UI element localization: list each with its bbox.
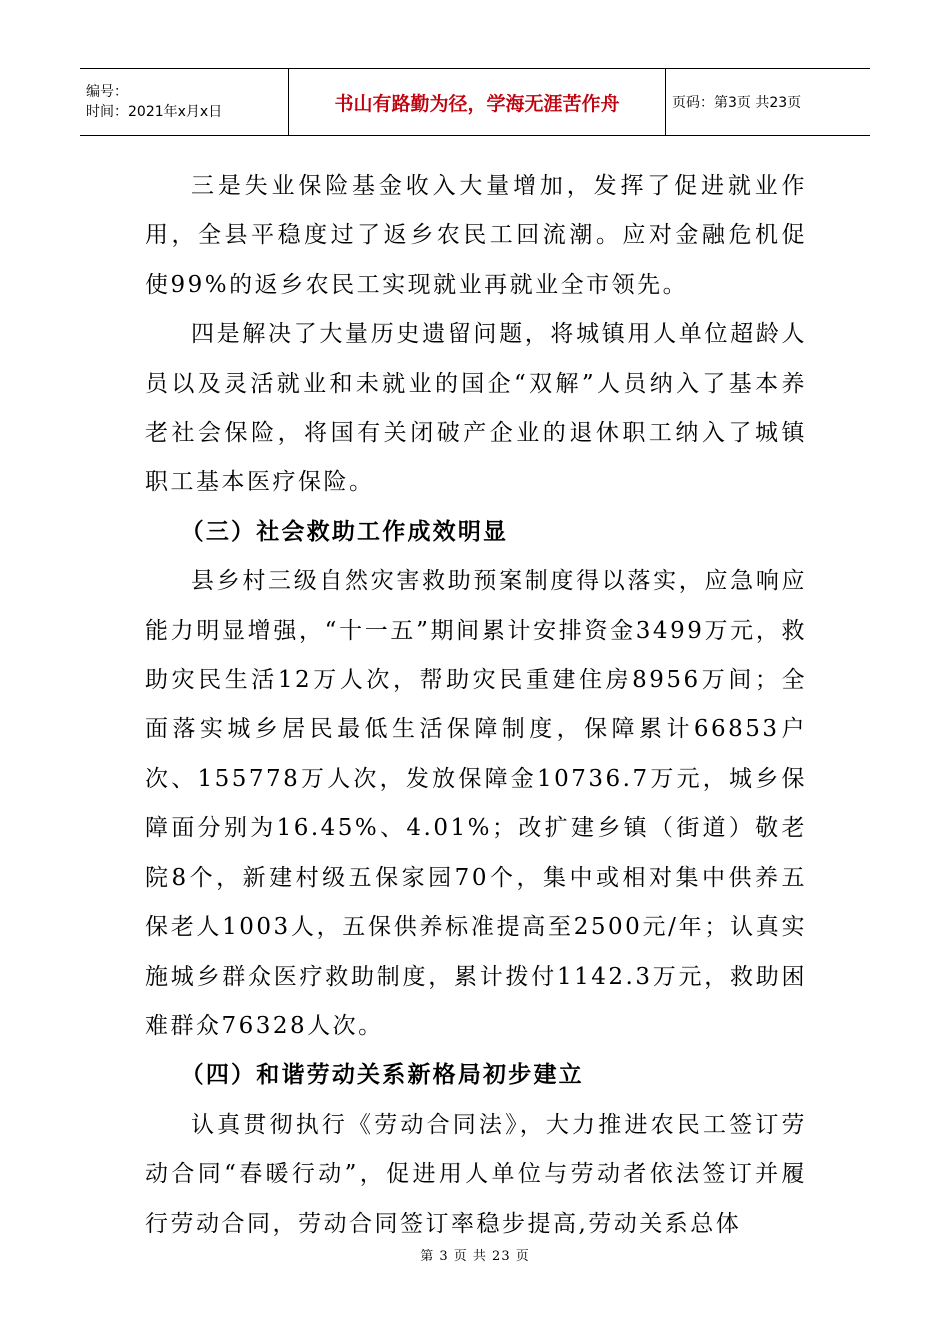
body-paragraph: 认真贯彻执行《劳动合同法》，大力推进农民工签订劳动合同“春暖行动”，促进用人单位与劳动者依法签订并履行劳动合同，劳动合同签订率稳步提高,劳动关系总体 <box>145 1111 807 1237</box>
serial-number-label: 编号： <box>86 84 128 100</box>
document-body <box>145 162 807 1249</box>
section-heading: （三）社会救助工作成效明显 <box>180 518 509 545</box>
body-paragraph: 四是解决了大量历史遗留问题，将城镇用人单位超龄人员以及灵活就业和未就业的国企“双解”人员纳入了基本养老社会保险，将国有关闭破产企业的退休职工纳入了城镇职工基本医疗保险。 <box>145 321 807 496</box>
body-paragraph: 县乡村三级自然灾害救助预案制度得以落实，应急响应能力明显增强，“十一五”期间累计安排资金3499万元，救助灾民生活12万人次，帮助灾民重建住房8956万间；全面落实城乡居民最低生活保障制度，保障累计66853户次、155778万人次，发放保障金10736.7万元，城乡保障面分别为16.45%、4.01%；改扩建乡镇（街道）敬老院8个，新建村级五保家园70个，集中或相对集中供养五保老人1003人，五保供养标准提高至2500元/年；认真实施城乡群众医疗救助制度，累计拨付1142.3万元，救助困难群众76328人次。 <box>145 568 807 1039</box>
header-meta-cell <box>80 69 289 136</box>
date-label: 时间：2021年x月x日 <box>86 104 223 120</box>
page-footer: 第 3 页 共 23 页 <box>420 1249 530 1264</box>
body-paragraph: 三是失业保险基金收入大量增加，发挥了促进就业作用，全县平稳度过了返乡农民工回流潮。应对金融危机促使99%的返乡农民工实现就业再就业全市领先。 <box>145 173 807 298</box>
header-motto: 书山有路勤为径，学海无涯苦作舟 <box>289 69 666 136</box>
page-header <box>80 68 870 136</box>
header-page-info: 页码：第3页 共23页 <box>666 69 871 136</box>
section-heading: （四）和谐劳动关系新格局初步建立 <box>180 1062 584 1089</box>
